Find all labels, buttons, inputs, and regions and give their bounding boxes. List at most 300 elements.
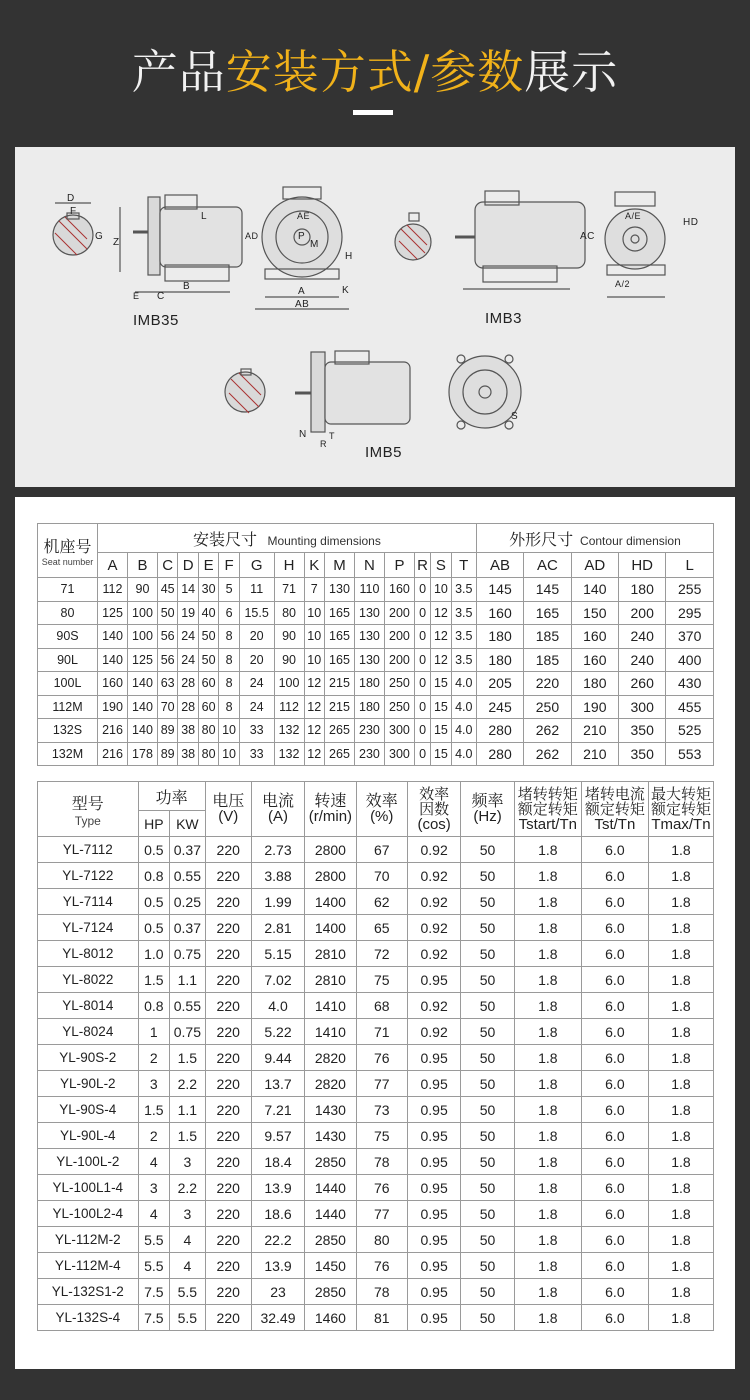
dim-value-cell: 400 [666, 648, 714, 672]
dim-letter-r: R [320, 439, 327, 449]
efficiency-unit: (%) [370, 808, 394, 825]
perf-value-cell: 2.81 [251, 915, 304, 941]
perf-value-cell: 1.8 [648, 863, 713, 889]
perf-value-cell: 6.0 [581, 915, 648, 941]
page-title [0, 36, 750, 102]
perf-value-cell: 6.0 [581, 1175, 648, 1201]
seat-number-cell: 132S [38, 719, 98, 743]
dim-letter-g: G [95, 231, 104, 242]
mounting-diagrams [15, 147, 735, 487]
dim-value-cell: 160 [98, 672, 128, 696]
dim-value-cell: 33 [239, 742, 274, 766]
perf-value-cell: 2820 [305, 1071, 356, 1097]
dim-value-cell: 165 [324, 601, 354, 625]
dim-value-cell: 216 [98, 719, 128, 743]
max-torque-cn-1: 最大转矩 [650, 785, 711, 803]
perf-value-cell: 220 [205, 1097, 251, 1123]
dim-value-cell: 89 [157, 719, 177, 743]
title-suffix: 展示 [524, 45, 619, 99]
perf-value-cell: 6.0 [581, 889, 648, 915]
dim-value-cell: 60 [198, 695, 218, 719]
perf-value-cell: 1.8 [514, 941, 581, 967]
dim-value-cell: 50 [157, 601, 177, 625]
dim-value-cell: 15 [431, 695, 451, 719]
dim-value-cell: 200 [619, 601, 666, 625]
dim-letter-ad: AD [245, 231, 259, 241]
model-cell: YL-90S-2 [38, 1045, 139, 1071]
contour-dimension-en: Contour dimension [580, 533, 681, 548]
perf-value-cell: 220 [205, 1071, 251, 1097]
dim-table-row [38, 601, 714, 625]
performance-table [37, 781, 714, 1331]
perf-value-cell: 50 [461, 1019, 514, 1045]
perf-value-cell: 1.8 [648, 1305, 713, 1331]
perf-value-cell: 72 [356, 941, 407, 967]
perf-value-cell: 50 [461, 889, 514, 915]
dim-value-cell: 200 [384, 601, 414, 625]
perf-value-cell: 0.92 [407, 889, 460, 915]
perf-value-cell: 50 [461, 967, 514, 993]
voltage-cn: 电压 [212, 793, 245, 810]
current-unit: (A) [268, 808, 288, 825]
perf-value-cell: 1.8 [648, 1253, 713, 1279]
dim-value-cell: 100 [127, 601, 157, 625]
perf-value-cell: 1400 [305, 915, 356, 941]
dim-value-cell: 12 [304, 719, 324, 743]
mount-col-c: C [157, 553, 177, 578]
perf-value-cell: 1.5 [138, 967, 169, 993]
dim-letter-e: E [133, 291, 140, 301]
dim-value-cell: 160 [476, 601, 523, 625]
perf-table-row [38, 915, 714, 941]
starting-current-cn-1: 堵转电流 [584, 785, 645, 803]
dim-value-cell: 180 [571, 672, 618, 696]
contour-col-l: L [666, 553, 714, 578]
imb5-shaft-view [225, 369, 265, 413]
perf-value-cell: 1.8 [648, 1149, 713, 1175]
perf-value-cell: 5.22 [251, 1019, 304, 1045]
perf-table-row [38, 1045, 714, 1071]
dim-value-cell: 38 [178, 742, 198, 766]
contour-dimension-header [476, 524, 713, 553]
dim-value-cell: 165 [524, 601, 571, 625]
mount-col-h: H [274, 553, 304, 578]
perf-value-cell: 0.95 [407, 1149, 460, 1175]
perf-value-cell: 0.92 [407, 863, 460, 889]
perf-value-cell: 5.5 [170, 1279, 206, 1305]
dim-value-cell: 280 [476, 742, 523, 766]
dim-value-cell: 265 [324, 742, 354, 766]
perf-value-cell: 4 [138, 1149, 169, 1175]
perf-value-cell: 6.0 [581, 837, 648, 863]
dim-value-cell: 130 [354, 625, 384, 649]
dim-table-body [38, 578, 714, 766]
power-factor-unit: (cos) [417, 815, 451, 833]
imb5-side-view [295, 351, 410, 432]
perf-value-cell: 220 [205, 1201, 251, 1227]
perf-value-cell: 1.8 [514, 1175, 581, 1201]
perf-table-row [38, 1279, 714, 1305]
perf-value-cell: 18.4 [251, 1149, 304, 1175]
dim-value-cell: 19 [178, 601, 198, 625]
perf-value-cell: 50 [461, 1227, 514, 1253]
perf-value-cell: 6.0 [581, 993, 648, 1019]
dim-letter-a-e: A/E [625, 211, 642, 221]
mount-col-r: R [414, 553, 430, 578]
dim-value-cell: 12 [304, 742, 324, 766]
dim-value-cell: 40 [198, 601, 218, 625]
dim-value-cell: 0 [414, 742, 430, 766]
dim-value-cell: 140 [98, 648, 128, 672]
dim-value-cell: 180 [354, 672, 384, 696]
contour-dimension-cn: 外形尺寸 [509, 531, 574, 549]
dim-value-cell: 150 [571, 601, 618, 625]
perf-value-cell: 5.15 [251, 941, 304, 967]
perf-value-cell: 1.8 [514, 967, 581, 993]
dim-value-cell: 255 [666, 578, 714, 602]
starting-torque-cn-1: 堵转转矩 [517, 785, 578, 803]
perf-value-cell: 0.92 [407, 837, 460, 863]
power-header [138, 782, 205, 811]
dim-value-cell: 3.5 [451, 625, 476, 649]
dim-value-cell: 132 [274, 742, 304, 766]
perf-value-cell: 1.8 [514, 889, 581, 915]
starting-torque-en: Tstart/Tn [518, 815, 577, 833]
dim-value-cell: 525 [666, 719, 714, 743]
perf-value-cell: 1.8 [514, 1123, 581, 1149]
perf-value-cell: 4 [138, 1201, 169, 1227]
dim-value-cell: 250 [384, 672, 414, 696]
max-torque-header [648, 782, 713, 837]
dim-value-cell: 160 [384, 578, 414, 602]
perf-value-cell: 4 [170, 1253, 206, 1279]
dim-table-row [38, 719, 714, 743]
model-cell: YL-90L-4 [38, 1123, 139, 1149]
model-cell: YL-100L1-4 [38, 1175, 139, 1201]
model-cell: YL-7112 [38, 837, 139, 863]
power-factor-cn-2: 因数 [419, 800, 450, 818]
dim-value-cell: 60 [198, 672, 218, 696]
current-header [251, 782, 304, 837]
dim-value-cell: 280 [476, 719, 523, 743]
contour-col-hd: HD [619, 553, 666, 578]
dim-value-cell: 350 [619, 742, 666, 766]
perf-value-cell: 1.8 [648, 967, 713, 993]
perf-value-cell: 75 [356, 967, 407, 993]
dim-value-cell: 4.0 [451, 672, 476, 696]
mounting-dimensions-en: Mounting dimensions [267, 533, 381, 548]
perf-value-cell: 1.8 [514, 863, 581, 889]
perf-value-cell: 50 [461, 1097, 514, 1123]
perf-value-cell: 220 [205, 1149, 251, 1175]
dim-value-cell: 10 [304, 648, 324, 672]
dim-table-column-row [38, 553, 714, 578]
perf-value-cell: 1.8 [514, 1149, 581, 1175]
dim-value-cell: 12 [431, 625, 451, 649]
dim-value-cell: 100 [127, 625, 157, 649]
perf-value-cell: 1.8 [648, 1279, 713, 1305]
dim-value-cell: 8 [219, 672, 239, 696]
seat-number-cell: 112M [38, 695, 98, 719]
perf-value-cell: 0.95 [407, 1097, 460, 1123]
dim-value-cell: 262 [524, 719, 571, 743]
imb35-side-view [120, 195, 242, 292]
perf-value-cell: 1.8 [648, 1201, 713, 1227]
perf-value-cell: 0.92 [407, 993, 460, 1019]
perf-value-cell: 1.8 [648, 889, 713, 915]
mount-col-g: G [239, 553, 274, 578]
perf-value-cell: 50 [461, 1175, 514, 1201]
dim-value-cell: 8 [219, 695, 239, 719]
dim-value-cell: 12 [431, 648, 451, 672]
perf-value-cell: 2800 [305, 863, 356, 889]
mount-col-n: N [354, 553, 384, 578]
perf-value-cell: 1.5 [170, 1045, 206, 1071]
frequency-cn: 频率 [471, 793, 504, 810]
perf-value-cell: 6.0 [581, 1279, 648, 1305]
perf-value-cell: 0.5 [138, 915, 169, 941]
perf-value-cell: 1.99 [251, 889, 304, 915]
perf-value-cell: 220 [205, 1253, 251, 1279]
perf-value-cell: 1.8 [648, 915, 713, 941]
perf-value-cell: 6.0 [581, 1071, 648, 1097]
dim-value-cell: 15 [431, 719, 451, 743]
model-cell: YL-90S-4 [38, 1097, 139, 1123]
dim-value-cell: 33 [239, 719, 274, 743]
dim-letter-t: T [329, 431, 335, 441]
perf-value-cell: 5.5 [138, 1227, 169, 1253]
mount-col-t: T [451, 553, 476, 578]
perf-value-cell: 0.92 [407, 915, 460, 941]
perf-table-row [38, 1097, 714, 1123]
header [0, 0, 750, 140]
dim-value-cell: 262 [524, 742, 571, 766]
dim-value-cell: 28 [178, 672, 198, 696]
dim-letter-s: S [511, 411, 519, 422]
speed-header [305, 782, 356, 837]
dim-value-cell: 370 [666, 625, 714, 649]
contour-col-ac: AC [524, 553, 571, 578]
dim-value-cell: 200 [384, 625, 414, 649]
perf-value-cell: 3 [138, 1071, 169, 1097]
perf-value-cell: 1.8 [514, 837, 581, 863]
perf-value-cell: 50 [461, 1279, 514, 1305]
mounting-dimensions-cn: 安装尺寸 [193, 531, 258, 549]
dim-value-cell: 210 [571, 742, 618, 766]
perf-value-cell: 0.95 [407, 1045, 460, 1071]
mount-col-k: K [304, 553, 324, 578]
efficiency-header [356, 782, 407, 837]
perf-value-cell: 7.02 [251, 967, 304, 993]
speed-unit: (r/min) [308, 808, 353, 825]
dim-value-cell: 165 [324, 625, 354, 649]
perf-value-cell: 50 [461, 1201, 514, 1227]
dim-letter-ac: AC [580, 231, 595, 242]
dim-letter-f: F [70, 206, 77, 217]
perf-value-cell: 220 [205, 1175, 251, 1201]
starting-current-en: Tst/Tn [594, 815, 636, 833]
dim-value-cell: 215 [324, 695, 354, 719]
perf-value-cell: 78 [356, 1279, 407, 1305]
perf-value-cell: 1450 [305, 1253, 356, 1279]
dim-value-cell: 215 [324, 672, 354, 696]
perf-value-cell: 0.8 [138, 993, 169, 1019]
seat-number-header [38, 524, 98, 578]
perf-value-cell: 6.0 [581, 863, 648, 889]
model-cell: YL-132S1-2 [38, 1279, 139, 1305]
perf-value-cell: 68 [356, 993, 407, 1019]
perf-value-cell: 1.8 [648, 1045, 713, 1071]
dim-letter-a: A [298, 286, 306, 297]
dim-value-cell: 210 [571, 719, 618, 743]
perf-value-cell: 1.8 [514, 1201, 581, 1227]
perf-value-cell: 7.5 [138, 1305, 169, 1331]
perf-table-row [38, 993, 714, 1019]
dim-table-row [38, 695, 714, 719]
dim-value-cell: 10 [431, 578, 451, 602]
perf-value-cell: 62 [356, 889, 407, 915]
dim-value-cell: 130 [324, 578, 354, 602]
dim-letter-n: N [299, 429, 307, 440]
perf-value-cell: 50 [461, 837, 514, 863]
perf-value-cell: 9.44 [251, 1045, 304, 1071]
dim-value-cell: 455 [666, 695, 714, 719]
perf-value-cell: 220 [205, 1123, 251, 1149]
perf-table-row [38, 1123, 714, 1149]
perf-table-row [38, 1201, 714, 1227]
dim-value-cell: 4.0 [451, 695, 476, 719]
perf-value-cell: 0.95 [407, 1253, 460, 1279]
dim-value-cell: 140 [571, 578, 618, 602]
dim-value-cell: 265 [324, 719, 354, 743]
model-cell: YL-132S-4 [38, 1305, 139, 1331]
dim-value-cell: 165 [324, 648, 354, 672]
dim-value-cell: 240 [619, 648, 666, 672]
perf-value-cell: 50 [461, 1071, 514, 1097]
perf-value-cell: 0.95 [407, 1305, 460, 1331]
dim-value-cell: 205 [476, 672, 523, 696]
dim-value-cell: 145 [524, 578, 571, 602]
mount-col-f: F [219, 553, 239, 578]
seat-number-cell: 90S [38, 625, 98, 649]
dim-value-cell: 125 [127, 648, 157, 672]
max-torque-en: Tmax/Tn [651, 815, 711, 833]
model-cell: YL-100L-2 [38, 1149, 139, 1175]
dim-value-cell: 245 [476, 695, 523, 719]
perf-value-cell: 22.2 [251, 1227, 304, 1253]
perf-value-cell: 1.8 [514, 915, 581, 941]
perf-value-cell: 1.8 [648, 1071, 713, 1097]
dim-value-cell: 15 [431, 672, 451, 696]
perf-value-cell: 2820 [305, 1045, 356, 1071]
perf-value-cell: 6.0 [581, 1227, 648, 1253]
dim-letter-h: H [345, 251, 353, 262]
dim-value-cell: 38 [178, 719, 198, 743]
perf-value-cell: 65 [356, 915, 407, 941]
perf-value-cell: 220 [205, 941, 251, 967]
dim-value-cell: 14 [178, 578, 198, 602]
perf-value-cell: 18.6 [251, 1201, 304, 1227]
perf-value-cell: 1410 [305, 993, 356, 1019]
dim-value-cell: 90 [274, 625, 304, 649]
dim-letter-ab: AB [295, 299, 310, 310]
perf-value-cell: 1440 [305, 1175, 356, 1201]
perf-value-cell: 0.55 [170, 993, 206, 1019]
perf-value-cell: 0.5 [138, 837, 169, 863]
dim-value-cell: 3.5 [451, 648, 476, 672]
dim-value-cell: 130 [354, 601, 384, 625]
dim-value-cell: 180 [476, 625, 523, 649]
perf-value-cell: 220 [205, 1019, 251, 1045]
seat-number-cell: 90L [38, 648, 98, 672]
dim-value-cell: 12 [304, 695, 324, 719]
perf-table-row [38, 863, 714, 889]
dim-value-cell: 190 [98, 695, 128, 719]
dim-value-cell: 8 [219, 625, 239, 649]
dim-value-cell: 0 [414, 625, 430, 649]
dim-value-cell: 28 [178, 695, 198, 719]
perf-value-cell: 23 [251, 1279, 304, 1305]
perf-value-cell: 1.5 [138, 1097, 169, 1123]
power-factor-cn-1: 效率 [419, 785, 450, 803]
perf-value-cell: 0.5 [138, 889, 169, 915]
dim-letter-z: Z [113, 237, 120, 248]
perf-value-cell: 1.8 [514, 1279, 581, 1305]
dim-value-cell: 24 [178, 625, 198, 649]
mounting-diagrams-drawing [15, 147, 735, 487]
dim-value-cell: 4.0 [451, 719, 476, 743]
dim-value-cell: 4.0 [451, 742, 476, 766]
perf-value-cell: 13.7 [251, 1071, 304, 1097]
perf-value-cell: 0.37 [170, 915, 206, 941]
perf-value-cell: 77 [356, 1201, 407, 1227]
perf-value-cell: 1.1 [170, 967, 206, 993]
perf-value-cell: 1440 [305, 1201, 356, 1227]
dim-table-row [38, 742, 714, 766]
dim-value-cell: 15.5 [239, 601, 274, 625]
mount-col-d: D [178, 553, 198, 578]
perf-value-cell: 0.95 [407, 1071, 460, 1097]
perf-table-row [38, 1253, 714, 1279]
perf-value-cell: 1.8 [648, 1227, 713, 1253]
perf-value-cell: 4 [170, 1227, 206, 1253]
perf-value-cell: 0.75 [170, 941, 206, 967]
perf-value-cell: 6.0 [581, 1149, 648, 1175]
dim-value-cell: 20 [239, 625, 274, 649]
frequency-unit: (Hz) [473, 808, 502, 825]
dim-table-header-row [38, 524, 714, 553]
dim-value-cell: 5 [219, 578, 239, 602]
dim-value-cell: 300 [384, 742, 414, 766]
dim-value-cell: 6 [219, 601, 239, 625]
perf-value-cell: 220 [205, 967, 251, 993]
dim-value-cell: 180 [354, 695, 384, 719]
dim-value-cell: 553 [666, 742, 714, 766]
dim-value-cell: 160 [571, 648, 618, 672]
dim-value-cell: 63 [157, 672, 177, 696]
perf-value-cell: 220 [205, 1305, 251, 1331]
dim-table-row [38, 648, 714, 672]
model-cell: YL-112M-2 [38, 1227, 139, 1253]
dim-value-cell: 90 [274, 648, 304, 672]
perf-value-cell: 50 [461, 1149, 514, 1175]
efficiency-cn: 效率 [365, 793, 398, 810]
mounting-dimensions-header [98, 524, 477, 553]
dim-value-cell: 230 [354, 719, 384, 743]
type-en: Type [74, 813, 101, 828]
perf-value-cell: 0.55 [170, 863, 206, 889]
power-cn: 功率 [155, 789, 188, 807]
